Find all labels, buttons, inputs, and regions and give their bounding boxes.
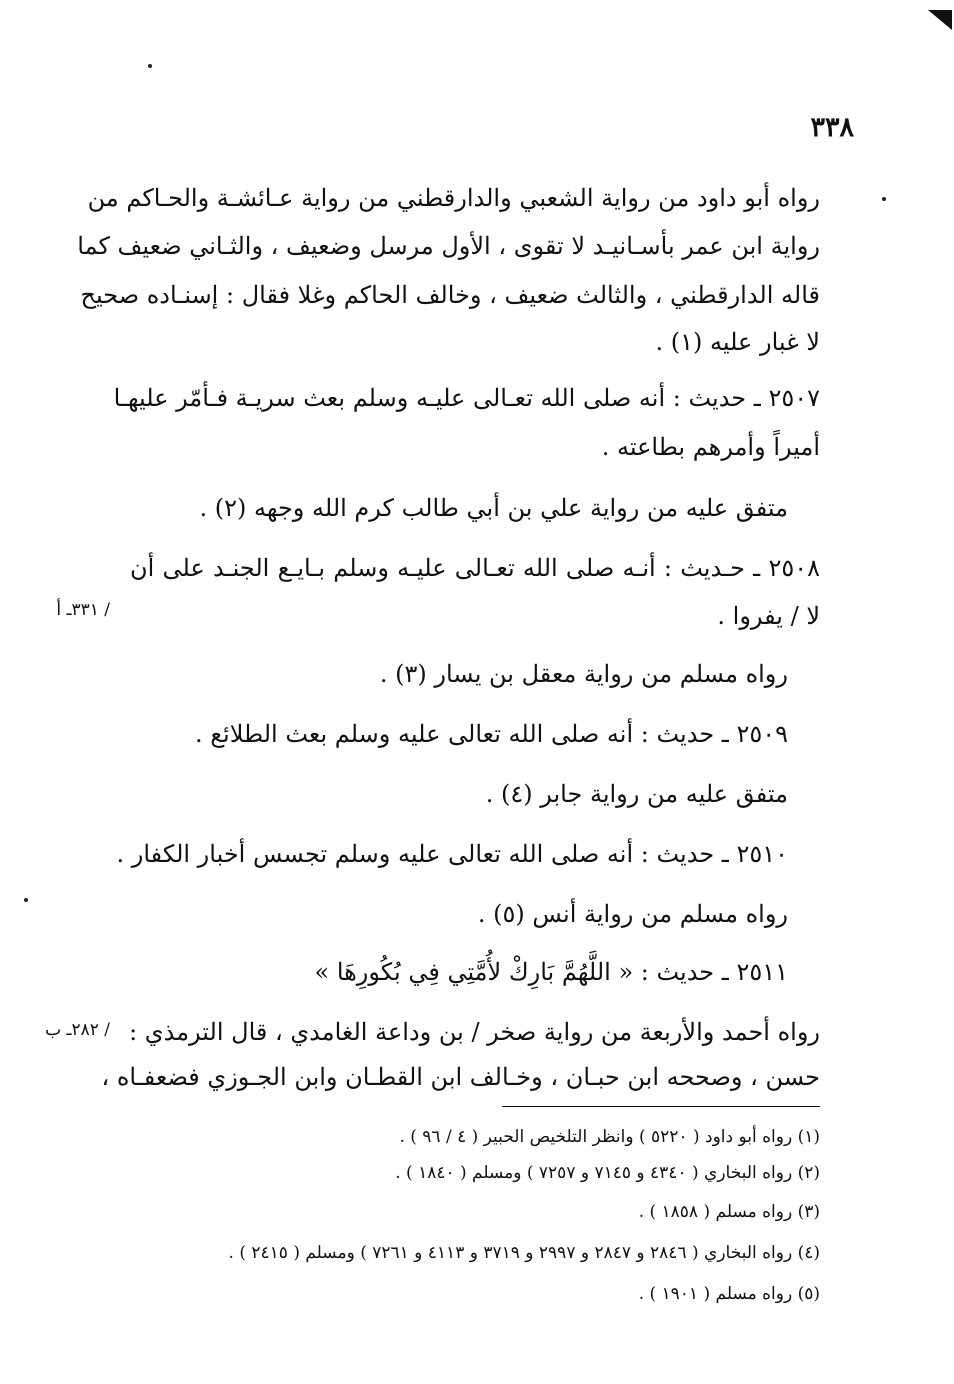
- hadith-line: ٢٥٠٨ ـ حـديث : أنـه صلى الله تعـالى عليـه وسلم بـايـع الجنـد على أن: [130, 554, 820, 582]
- text-line: رواه أبو داود من رواية الشعبي والدارقطني من رواية عـائشـة والحـاكم من: [87, 184, 820, 212]
- hadith-line: ٢٥٠٩ ـ حديث : أنه صلى الله تعالى عليه وسلم بعث الطلائع .: [194, 720, 788, 748]
- corner-mark: [928, 10, 952, 30]
- text-line: رواية ابن عمر بأسـانيـد لا تقوى ، الأول مرسل وضعيف ، والثـاني ضعيف كما: [77, 232, 820, 260]
- hadith-line: ٢٥٠٧ ـ حديث : أنه صلى الله تعـالى عليـه وسلم بعث سريـة فـأمّر عليهـا: [113, 384, 820, 412]
- hadith-line: ٢٥١٠ ـ حديث : أنه صلى الله تعالى عليه وسلم تجسس أخبار الكفار .: [116, 840, 788, 868]
- footnote: (١) رواه أبو داود ( ٥٢٢٠ ) وانظر التلخيص الحبير ( ٤ / ٩٦ ) .: [399, 1127, 820, 1147]
- source-line: متفق عليه من رواية جابر (٤) .: [485, 780, 788, 808]
- scan-speck: [882, 197, 886, 201]
- footnote: (٤) رواه البخاري ( ٢٨٤٦ و ٢٨٤٧ و ٢٩٩٧ و ٣٧١٩ و ٤١١٣ و ٧٢٦١ ) ومسلم ( ٢٤١٥ ) .: [228, 1243, 820, 1263]
- text-line: لا / يفروا .: [717, 602, 820, 630]
- hadith-line: ٢٥١١ ـ حديث : « اللَّهُمَّ بَارِكْ لأُمَّتِي فِي بُكُورِهَا »: [314, 958, 788, 986]
- footnote: (٥) رواه مسلم ( ١٩٠١ ) .: [638, 1284, 820, 1304]
- footnote: (٢) رواه البخاري ( ٤٣٤٠ و ٧١٤٥ و ٧٢٥٧ ) ومسلم ( ١٨٤٠ ) .: [395, 1163, 820, 1183]
- page-number: ٣٣٨: [810, 112, 854, 143]
- text-line: حسن ، وصححه ابن حبـان ، وخـالف ابن القطـان وابن الجـوزي فضعفـاه ،: [101, 1063, 820, 1091]
- text-line: أميراً وأمرهم بطاعته .: [601, 433, 820, 461]
- source-line: رواه مسلم من رواية أنس (٥) .: [477, 900, 788, 928]
- scan-speck: [148, 64, 152, 68]
- text-line: رواه أحمد والأربعة من رواية صخر / بن وداعة الغامدي ، قال الترمذي :: [129, 1018, 820, 1046]
- source-line: متفق عليه من رواية علي بن أبي طالب كرم الله وجهه (٢) .: [199, 494, 788, 522]
- margin-note: / ٣٣١ـ أ: [56, 600, 110, 620]
- text-line: لا غبار عليه (١) .: [655, 328, 820, 356]
- margin-note: / ٢٨٢ـ ب: [45, 1020, 110, 1040]
- text-line: قاله الدارقطني ، والثالث ضعيف ، وخالف الحاكم وغلا فقال : إسنـاده صحيح: [80, 281, 820, 309]
- scan-speck: [24, 898, 28, 902]
- footnote-separator: [502, 1106, 820, 1107]
- footnote: (٣) رواه مسلم ( ١٨٥٨ ) .: [638, 1202, 820, 1222]
- source-line: رواه مسلم من رواية معقل بن يسار (٣) .: [379, 660, 788, 688]
